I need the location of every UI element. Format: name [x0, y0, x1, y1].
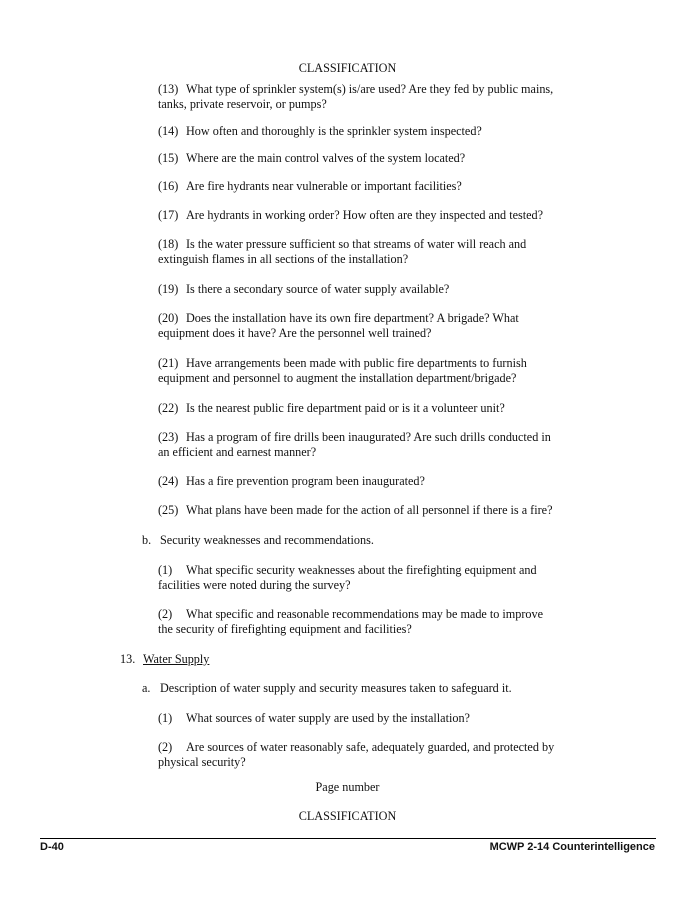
- question-text-line: Have arrangements been made with public fire departments to furnish: [186, 356, 527, 370]
- footer-page-id: D-40: [40, 841, 64, 853]
- question-text-line: What type of sprinkler system(s) is/are used? Are they fed by public mains,: [186, 82, 554, 96]
- item-number: (1): [158, 711, 173, 725]
- item-text-line: What sources of water supply are used by the installation?: [186, 711, 470, 725]
- item-text-line: the security of firefighting equipment and facilities?: [158, 622, 412, 636]
- question-number: (23): [158, 430, 179, 444]
- question-text-line: Is the water pressure sufficient so that streams of water will reach and: [186, 237, 527, 251]
- question-number: (24): [158, 474, 179, 488]
- section-title: Water Supply: [143, 652, 210, 666]
- section-b-title: Security weaknesses and recommendations.: [160, 533, 374, 547]
- item-text-line: facilities were noted during the survey?: [158, 578, 351, 592]
- item-number: (2): [158, 607, 173, 621]
- question-number: (17): [158, 208, 179, 222]
- header-classification: CLASSIFICATION: [298, 61, 397, 75]
- question-number: (22): [158, 401, 179, 415]
- item-text-line: What specific security weaknesses about the firefighting equipment and: [186, 563, 537, 577]
- question-text-line: equipment and personnel to augment the installation department/brigade?: [158, 371, 517, 385]
- question-text-line: Are fire hydrants near vulnerable or important facilities?: [186, 179, 462, 193]
- question-text-line: Where are the main control valves of the system located?: [186, 151, 466, 165]
- question-number: (13): [158, 82, 179, 96]
- item-number: (2): [158, 740, 173, 754]
- question-text-line: How often and thoroughly is the sprinkler system inspected?: [186, 124, 482, 138]
- question-text-line: tanks, private reservoir, or pumps?: [158, 97, 327, 111]
- question-number: (25): [158, 503, 179, 517]
- question-text-line: Has a fire prevention program been inaugurated?: [186, 474, 425, 488]
- subsection-a-label: a.: [142, 681, 151, 695]
- question-text-line: extinguish flames in all sections of the installation?: [158, 252, 409, 266]
- page-number-label: Page number: [315, 780, 380, 794]
- question-number: (21): [158, 356, 179, 370]
- section-number: 13.: [120, 652, 136, 666]
- item-number: (1): [158, 563, 173, 577]
- question-text-line: Has a program of fire drills been inaugurated? Are such drills conducted in: [186, 430, 551, 444]
- question-text-line: equipment does it have? Are the personnel well trained?: [158, 326, 432, 340]
- item-text-line: Are sources of water reasonably safe, adequately guarded, and protected by: [186, 740, 555, 754]
- subsection-a-title: Description of water supply and security measures taken to safeguard it.: [160, 681, 512, 695]
- question-text-line: Is there a secondary source of water supply available?: [186, 282, 450, 296]
- question-text-line: an efficient and earnest manner?: [158, 445, 317, 459]
- footer-publication-title: MCWP 2-14 Counterintelligence: [489, 841, 655, 853]
- question-text-line: Does the installation have its own fire department? A brigade? What: [186, 311, 519, 325]
- question-number: (20): [158, 311, 179, 325]
- question-number: (18): [158, 237, 179, 251]
- question-number: (16): [158, 179, 179, 193]
- question-text-line: What plans have been made for the action of all personnel if there is a fire?: [186, 503, 553, 517]
- question-number: (15): [158, 151, 179, 165]
- question-number: (19): [158, 282, 179, 296]
- footer-classification: CLASSIFICATION: [298, 809, 397, 823]
- item-text-line: physical security?: [158, 755, 246, 769]
- footer-rule: [40, 838, 656, 839]
- section-b-label: b.: [142, 533, 152, 547]
- question-text-line: Is the nearest public fire department paid or is it a volunteer unit?: [186, 401, 505, 415]
- question-text-line: Are hydrants in working order? How often are they inspected and tested?: [186, 208, 544, 222]
- question-number: (14): [158, 124, 179, 138]
- item-text-line: What specific and reasonable recommendations may be made to improve: [186, 607, 544, 621]
